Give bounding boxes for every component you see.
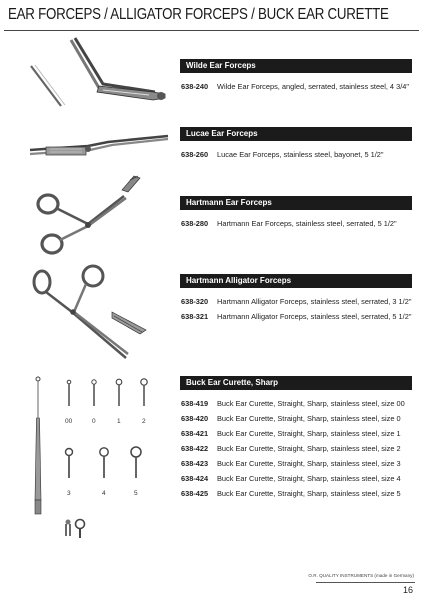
curette-size-label: 00 bbox=[65, 418, 73, 425]
product-row-638-260 bbox=[181, 149, 384, 161]
product-description: Wilde Ear Forceps, angled, serrated, stainless steel, 4 3/4" bbox=[217, 82, 409, 91]
product-description: Lucae Ear Forceps, stainless steel, bayonet, 5 1/2" bbox=[217, 150, 384, 159]
product-description: Hartmann Alligator Forceps, stainless steel, serrated, 5 1/2" bbox=[217, 312, 412, 321]
product-row-638-423 bbox=[181, 458, 401, 470]
product-code: 638-419 bbox=[181, 399, 209, 408]
curette-size-label: 4 bbox=[102, 490, 106, 497]
curette-size-label: 5 bbox=[134, 490, 138, 497]
product-description: Buck Ear Curette, Straight, Sharp, stainless steel, size 2 bbox=[217, 444, 401, 453]
product-code: 638-424 bbox=[181, 474, 209, 483]
product-code: 638-321 bbox=[181, 312, 209, 321]
product-description: Buck Ear Curette, Straight, Sharp, stainless steel, size 1 bbox=[217, 429, 401, 438]
wilde-ear-forceps-image bbox=[25, 34, 175, 110]
curette-size-label: 1 bbox=[117, 418, 121, 425]
product-description: Buck Ear Curette, Straight, Sharp, stainless steel, size 3 bbox=[217, 459, 401, 468]
curette-size-label: 3 bbox=[67, 490, 71, 497]
product-description: Buck Ear Curette, Straight, Sharp, stainless steel, size 0 bbox=[217, 414, 401, 423]
page-title: EAR FORCEPS / ALLIGATOR FORCEPS / BUCK EAR CURETTE bbox=[8, 6, 389, 23]
product-description: Buck Ear Curette, Straight, Sharp, stainless steel, size 00 bbox=[217, 399, 405, 408]
product-code: 638-421 bbox=[181, 429, 209, 438]
lucae-ear-forceps-image bbox=[28, 132, 178, 164]
hartmann-alligator-forceps-image bbox=[28, 262, 158, 362]
curette-size-label: 0 bbox=[92, 418, 96, 425]
product-code: 638-240 bbox=[181, 82, 209, 91]
product-code: 638-320 bbox=[181, 297, 209, 306]
section-heading-lucae: Lucae Ear Forceps bbox=[180, 127, 412, 141]
curette-size-label: 2 bbox=[142, 418, 146, 425]
section-heading-buck-curette: Buck Ear Curette, Sharp bbox=[180, 376, 412, 390]
product-row-638-320 bbox=[181, 296, 411, 308]
hartmann-ear-forceps-image bbox=[30, 168, 155, 260]
title-divider bbox=[4, 30, 419, 31]
buck-ear-curette-image bbox=[24, 368, 164, 546]
product-row-638-422 bbox=[181, 443, 401, 455]
product-code: 638-422 bbox=[181, 444, 209, 453]
product-row-638-424 bbox=[181, 473, 401, 485]
product-description: Hartmann Alligator Forceps, stainless steel, serrated, 3 1/2" bbox=[217, 297, 412, 306]
product-row-638-420 bbox=[181, 413, 401, 425]
product-row-638-280 bbox=[181, 218, 397, 230]
product-row-638-240 bbox=[181, 81, 409, 93]
product-code: 638-423 bbox=[181, 459, 209, 468]
section-heading-hartmann-ear: Hartmann Ear Forceps bbox=[180, 196, 412, 210]
footer-note: O.R. QUALITY INSTRUMENTS (made in Germany) bbox=[308, 573, 414, 578]
page-number: 16 bbox=[402, 585, 413, 595]
product-code: 638-280 bbox=[181, 219, 209, 228]
section-heading-wilde: Wilde Ear Forceps bbox=[180, 59, 412, 73]
product-description: Buck Ear Curette, Straight, Sharp, stainless steel, size 5 bbox=[217, 489, 401, 498]
product-code: 638-425 bbox=[181, 489, 209, 498]
product-row-638-425 bbox=[181, 488, 401, 500]
footer-divider bbox=[316, 582, 415, 583]
product-row-638-419 bbox=[181, 398, 405, 410]
product-description: Hartmann Ear Forceps, stainless steel, serrated, 5 1/2" bbox=[217, 219, 397, 228]
product-code: 638-420 bbox=[181, 414, 209, 423]
product-row-638-321 bbox=[181, 311, 411, 323]
product-description: Buck Ear Curette, Straight, Sharp, stainless steel, size 4 bbox=[217, 474, 401, 483]
section-heading-hartmann-alligator: Hartmann Alligator Forceps bbox=[180, 274, 412, 288]
product-row-638-421 bbox=[181, 428, 401, 440]
product-code: 638-260 bbox=[181, 150, 209, 159]
